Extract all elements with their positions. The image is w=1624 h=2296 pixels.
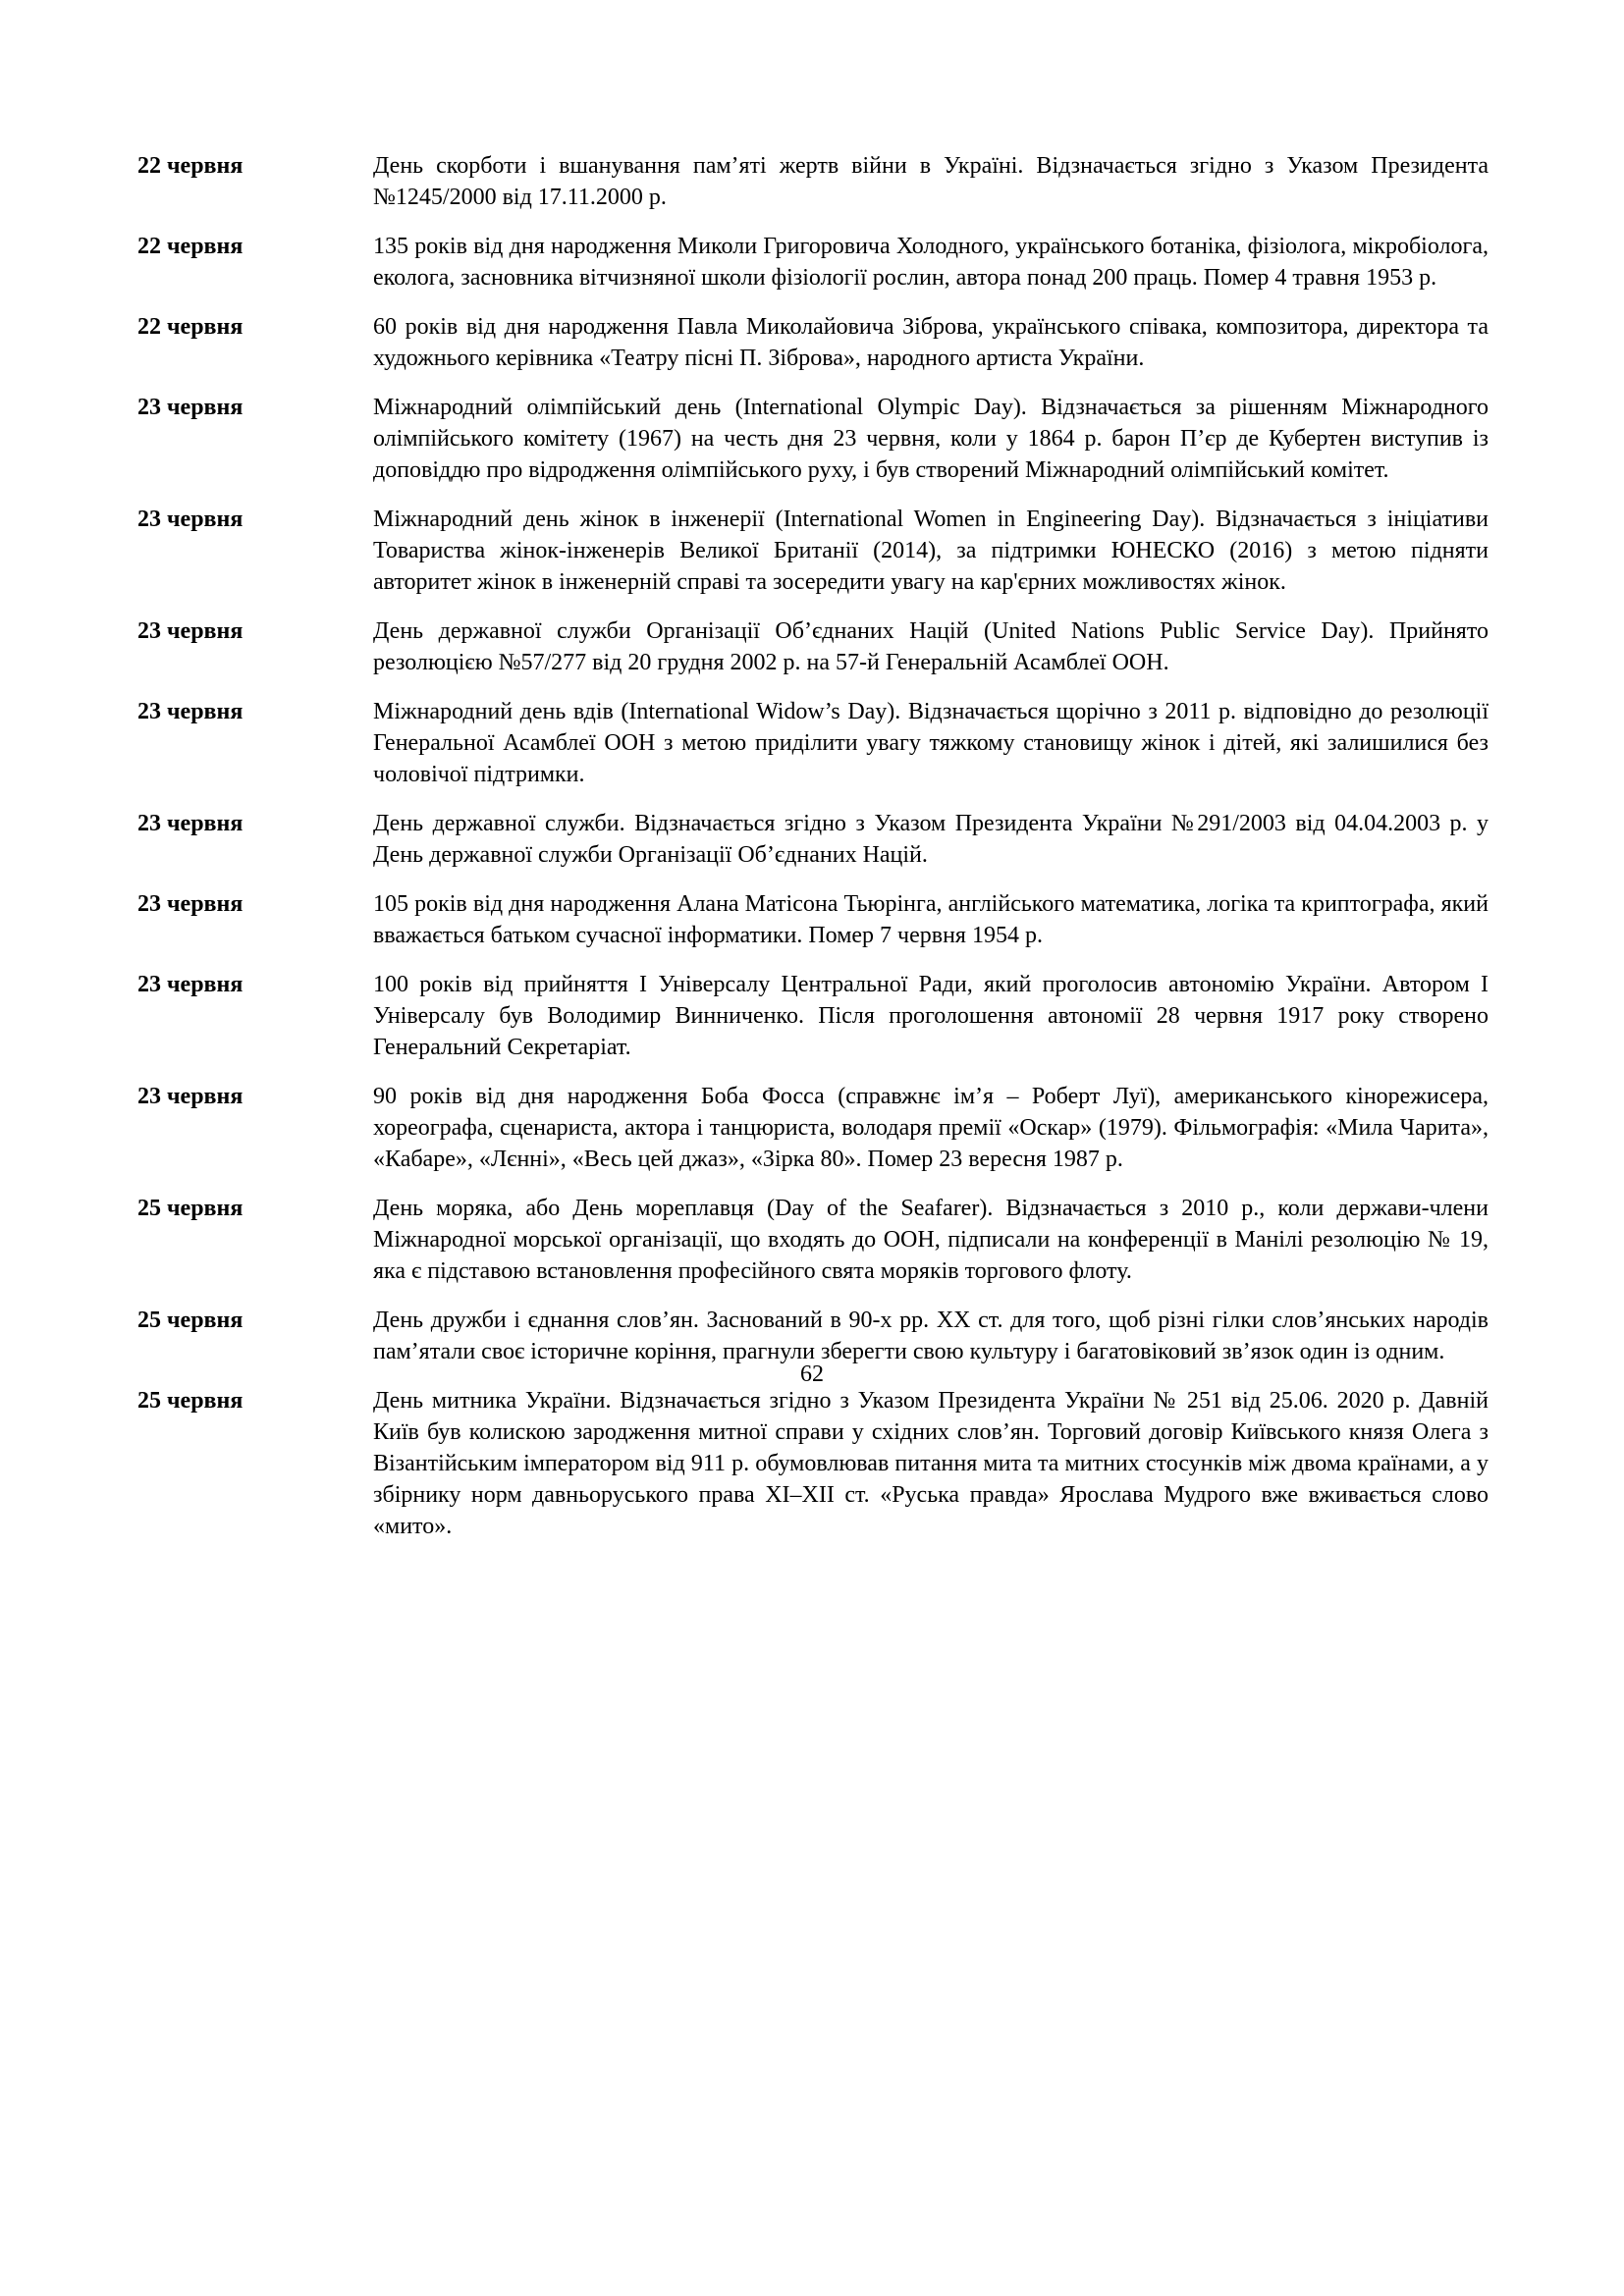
entry-text: 100 років від прийняття І Універсалу Центральної Ради, який проголосив автономію України. Автором І Універсалу був Володимир Винниченко. Після проголошення автономії 28 червня 1917 року створено Генеральний Секретаріат. xyxy=(373,972,1489,1060)
entry-text: 135 років від дня народження Миколи Григоровича Холодного, українського ботаніка, фізіолога, мікробіолога, еколога, засновника вітчизняної школи фізіології рослин, автора понад 200 праць. Помер 4 травня 1953 р. xyxy=(373,234,1489,291)
calendar-entry xyxy=(137,969,1489,1063)
entry-text: День дружби і єднання слов’ян. Заснований в 90-х рр. XX ст. для того, щоб різні гілки слов’янських народів пам’ятали своє історичне коріння, прагнули зберегти свою культуру і багатовіковий зв’язок один із одним. xyxy=(373,1308,1489,1364)
entry-date: 25 червня xyxy=(137,1388,244,1414)
entry-date: 23 червня xyxy=(137,395,244,420)
calendar-entry xyxy=(137,1081,1489,1175)
entry-date: 23 червня xyxy=(137,699,244,724)
entry-text: День скорботи і вшанування пам’яті жертв війни в Україні. Відзначається згідно з Указом Президента №1245/2000 від 17.11.2000 р. xyxy=(373,153,1489,210)
entry-text: 105 років від дня народження Алана Матісона Тьюрінга, англійського математика, логіка та криптографа, який вважається батьком сучасної інформатики. Помер 7 червня 1954 р. xyxy=(373,891,1489,948)
entry-date: 23 червня xyxy=(137,811,244,836)
calendar-entry xyxy=(137,808,1489,871)
entry-text: 90 років від дня народження Боба Фосса (справжнє ім’я – Роберт Луї), американського кінорежисера, хореографа, сценариста, актора і танцюриста, володаря премії «Оскар» (1979). Фільмографія: «Мила Чарита», «Кабаре», «Лєнні», «Весь цей джаз», «Зірка 80». Помер 23 вересня 1987 р. xyxy=(373,1084,1489,1172)
entry-date: 23 червня xyxy=(137,507,244,532)
calendar-entry xyxy=(137,392,1489,486)
calendar-entry xyxy=(137,1193,1489,1287)
entry-date: 22 червня xyxy=(137,314,244,340)
entry-text: 60 років від дня народження Павла Миколайовича Зіброва, українського співака, композитора, директора та художнього керівника «Театру пісні П. Зіброва», народного артиста України. xyxy=(373,314,1489,371)
entry-date: 23 червня xyxy=(137,891,244,917)
entry-date: 23 червня xyxy=(137,618,244,644)
entry-date: 22 червня xyxy=(137,234,244,259)
entry-text: День митника України. Відзначається згідно з Указом Президента України № 251 від 25.06. 2020 р. Давній Київ був колискою зародження митної справи у східних слов’ян. Торговий договір Київського князя Олега з Візантійським імператором від 911 р. обумовлював питання мита та митних стосунків між двома країнами, а у збірнику норм давньоруського права XI–XII ст. «Руська правда» Ярослава Мудрого вже вживається слово «мито». xyxy=(373,1388,1489,1539)
calendar-entry xyxy=(137,150,1489,213)
entry-text: День моряка, або День мореплавця (Day of the Seafarer). Відзначається з 2010 р., коли держави-члени Міжнародної морської організації, що входять до ООН, підписали на конференції в Манілі резолюцію № 19, яка є підставою встановлення професійного свята моряків торгового флоту. xyxy=(373,1196,1489,1284)
entry-text: Міжнародний день жінок в інженерії (International Women in Engineering Day). Відзначається з ініціативи Товариства жінок-інженерів Великої Британії (2014), за підтримки ЮНЕСКО (2016) з метою підняти авторитет жінок в інженерній справі та зосередити увагу на кар'єрних можливостях жінок. xyxy=(373,507,1489,595)
calendar-entry xyxy=(137,888,1489,951)
calendar-entries xyxy=(137,150,1489,1560)
calendar-entry xyxy=(137,1385,1489,1542)
entry-date: 25 червня xyxy=(137,1308,244,1333)
entry-text: Міжнародний олімпійський день (International Olympic Day). Відзначається за рішенням Міжнародного олімпійського комітету (1967) на честь дня 23 червня, коли у 1864 р. барон П’єр де Кубертен виступив із доповіддю про відродження олімпійського руху, і був створений Міжнародний олімпійський комітет. xyxy=(373,395,1489,483)
calendar-entry xyxy=(137,696,1489,790)
entry-date: 23 червня xyxy=(137,972,244,997)
entry-text: Міжнародний день вдів (International Widow’s Day). Відзначається щорічно з 2011 р. відповідно до резолюції Генеральної Асамблеї ООН з метою приділити увагу тяжкому становищу жінок і дітей, які залишилися без чоловічої підтримки. xyxy=(373,699,1489,787)
entry-date: 23 червня xyxy=(137,1084,244,1109)
page-number: 62 xyxy=(800,1362,824,1387)
calendar-entry xyxy=(137,231,1489,294)
entry-text: День державної служби. Відзначається згідно з Указом Президента України №291/2003 від 04.04.2003 р. у День державної служби Організації Об’єднаних Націй. xyxy=(373,811,1489,868)
calendar-entry xyxy=(137,311,1489,374)
calendar-entry xyxy=(137,504,1489,598)
calendar-entry xyxy=(137,615,1489,678)
entry-date: 22 червня xyxy=(137,153,244,179)
entry-text: День державної служби Організації Об’єднаних Націй (United Nations Public Service Day). Прийнято резолюцією №57/277 від 20 грудня 2002 р. на 57-й Генеральній Асамблеї ООН. xyxy=(373,618,1489,675)
entry-date: 25 червня xyxy=(137,1196,244,1221)
